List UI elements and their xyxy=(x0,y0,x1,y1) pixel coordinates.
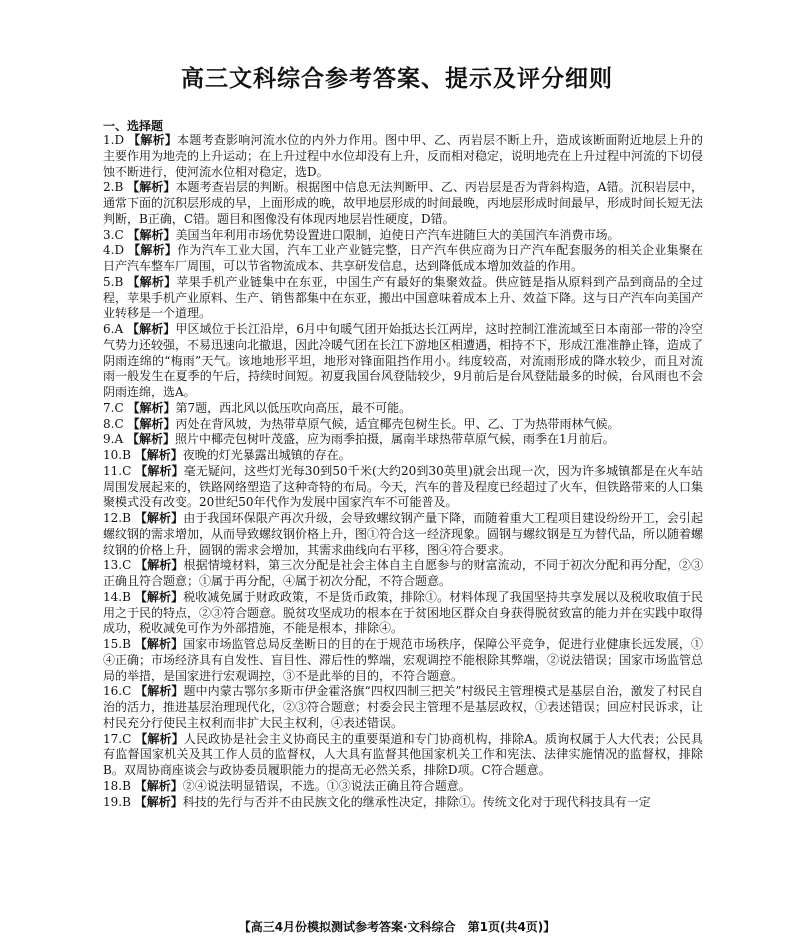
item-answer: C xyxy=(122,684,132,699)
analysis-tag: 【解析】 xyxy=(134,794,183,809)
analysis-tag: 【解析】 xyxy=(135,558,184,573)
item-explanation: 第7题，西北风以低压吹向高压，最不可能。 xyxy=(175,400,412,415)
item-explanation: 作为汽车工业大国，汽车工业产业链完整，日产汽车供应商为日产汽车配套服务的相关企业集聚在日产汽车整车厂周围，可以节省物流成本、共享研发信息，达到降低成本增加效益的作用。 xyxy=(103,243,703,273)
item-answer: D xyxy=(114,133,125,147)
item-number: 1. xyxy=(103,133,115,147)
item-explanation: ②④说法明显错误，不选。①③说法正确且符合题意。 xyxy=(182,778,471,793)
answer-item xyxy=(103,637,703,684)
item-number: 8. xyxy=(103,416,115,431)
answer-item xyxy=(103,558,703,590)
item-number: 6. xyxy=(103,322,115,336)
section-heading: 一、选择题 xyxy=(103,119,164,133)
item-number: 17. xyxy=(103,731,123,746)
analysis-tag: 【解析】 xyxy=(127,274,177,289)
item-answer: B xyxy=(114,180,124,195)
item-answer: B xyxy=(122,589,131,604)
analysis-tag: 【解析】 xyxy=(135,684,184,699)
item-explanation: 丙处在背风坡，为热带草原气候，适宜椰壳包树生长。甲、乙、丁为热带雨林气候。 xyxy=(175,416,620,431)
analysis-tag: 【解析】 xyxy=(134,589,184,604)
item-answer: A xyxy=(114,322,124,336)
item-explanation: 甲区域位于长江沿岸，6月中旬暖气团开始抵达长江两岸，这时控制江淮流域至日本南部一带的冷空气势力还较强，不易迅速向北撤退，因此冷暖气团在长江下游地区相遭遇，相持不下，形成江淮准静止锋，造成了阴雨连绵的“梅雨”天气。该地地形平坦，地形对锋面阻挡作用小。纬度较高，对流雨形成的降水较少，而且对流雨一般发生在夏季的午后，持续时间短。初夏我国台风登陆较少，9月前后是台风登陆最多的时候，台风雨也不会阴雨连绵，选A。 xyxy=(103,322,704,399)
analysis-tag: 【解析】 xyxy=(126,432,175,447)
analysis-tag: 【解析】 xyxy=(127,416,176,431)
item-explanation: 本题考查岩层的判断。根据图中信息无法判断甲、乙、丙岩层是否为背斜构造，A错。沉积岩层中，通常下面的沉积层形成的早，上面形成的晚，故甲地层形成的时间最晚，丙地层形成时间最早，形成时间长短无法判断，B正确，C错。题目和图像没有体现丙地层岩性硬度，D错。 xyxy=(103,180,704,226)
item-number: 10. xyxy=(103,448,123,462)
item-answer: C xyxy=(122,463,132,478)
item-explanation: 题中内蒙古鄂尔多斯市伊金霍洛旗“四权四制三把关”村级民主管理模式是基层自治，激发了村民自治的活力，推进基层治理现代化，②③符合题意；村委会民主管理不是基层政权，①表述错误；回应村民诉求，让村民充分行使民主权利而非扩大民主权利，④表述错误。 xyxy=(103,684,704,730)
item-explanation: 夜晚的灯光暴露出城镇的存在。 xyxy=(182,448,351,462)
answer-item xyxy=(103,432,703,448)
item-number: 4. xyxy=(103,243,115,258)
page-title: 高三文科综合参考答案、提示及评分细则 xyxy=(181,66,613,92)
item-answer: C xyxy=(114,400,124,415)
item-explanation: 毫无疑问，这些灯光每30到50千米(大约20到30英里)就会出现一次，因为许多城镇都是在火车站周围发展起来的，铁路网络塑造了这种奇特的布局。今天，汽车的普及程度已经超过了火车，但铁路带来的人口集聚模式没有改变。20世纪50年代作为发展中国家汽车不可能普及。 xyxy=(103,463,704,510)
item-number: 19. xyxy=(103,794,123,809)
item-explanation: 税收减免属于财政政策，不是货币政策，排除①。材料体现了我国坚持共享发展以及税收取值于民用之于民的特点，②③符合题意。脱贫攻坚成功的根本在于贫困地区群众自身获得脱贫致富的能力并在实践中取得成功，税收减免可作为外部措施，不能是根本，排除④。 xyxy=(103,589,704,636)
answer-item xyxy=(103,133,703,180)
item-explanation: 照片中椰壳包树叶茂盛，应为雨季拍摄，属南半球热带草原气候，雨季在1月前后。 xyxy=(174,432,615,447)
answer-item xyxy=(103,243,703,275)
item-answer: B xyxy=(122,778,131,793)
item-answer: C xyxy=(122,731,132,746)
analysis-tag: 【解析】 xyxy=(134,448,183,462)
item-explanation: 科技的先行与否并不由民族文化的继承性决定，排除①。传统文化对于现代科技具有一定 xyxy=(182,794,651,809)
item-number: 12. xyxy=(103,511,123,525)
item-explanation: 根据情境材料，第三次分配是社会主体自主自愿参与的财富流动，不同于初次分配和再分配，②③正确且符合题意；①属于再分配，④属于初次分配，不符合题意。 xyxy=(103,558,703,588)
analysis-tag: 【解析】 xyxy=(128,243,178,258)
item-explanation: 本题考查影响河流水位的内外力作用。图中甲、乙、丙岩层不断上升，造成该断面附近地层上升的主要作用为地壳的上升运动；在上升过程中水位却没有上升，反而相对稳定，说明地壳在上升过程中河流的下切侵蚀不断进行，使河流水位相对稳定，选D。 xyxy=(103,133,704,179)
answer-item xyxy=(103,590,703,637)
analysis-tag: 【解析】 xyxy=(135,731,184,746)
answer-item xyxy=(103,511,703,558)
item-number: 18. xyxy=(103,778,123,793)
analysis-tag: 【解析】 xyxy=(134,778,183,793)
item-number: 9. xyxy=(103,432,115,447)
answer-list xyxy=(103,133,703,810)
analysis-tag: 【解析】 xyxy=(127,180,176,195)
answer-item xyxy=(103,180,703,227)
item-answer: B xyxy=(122,511,131,525)
item-explanation: 人民政协是社会主义协商民主的重要渠道和专门协商机构，排除A。质询权属于人大代表；公民具有监督国家机关及其工作人员的监督权，人大具有监督其他国家机关工作和宪法、法律实施情况的监督权，排除B。双周协商座谈会与政协委员履职能力的提高无必然关系，排除D项。C符合题意。 xyxy=(103,731,703,777)
answer-item xyxy=(103,401,703,417)
answer-item xyxy=(103,464,703,511)
answer-item xyxy=(103,684,703,731)
item-number: 13. xyxy=(103,558,123,573)
item-explanation: 苹果手机产业链集中在东亚，中国生产有最好的集聚效益。供应链是指从原料到产品到商品的全过程，苹果手机产业原料、生产、销售都集中在东亚，搬出中国意味着成本上升、效益下降。这与日产汽车向美国产业转移是一个道理。 xyxy=(103,274,704,321)
answer-item xyxy=(103,228,703,244)
item-number: 15. xyxy=(103,637,123,651)
answer-item xyxy=(103,732,703,779)
item-explanation: 美国当年利用市场优势设置进口限制，迫使日产汽车进随巨大的美国汽车消费市场。 xyxy=(175,227,620,242)
analysis-tag: 【解析】 xyxy=(127,227,176,242)
item-number: 2. xyxy=(103,180,115,195)
answer-item xyxy=(103,448,703,464)
answer-item xyxy=(103,275,703,322)
answer-item xyxy=(103,322,703,401)
item-answer: A xyxy=(114,432,124,447)
item-explanation: 由于我国环保限产再次升级，会导致螺纹钢产量下降，而随着重大工程项目建设纷纷开工，会引起螺纹钢的需求增加，从而导致螺纹钢价格上升，图①符合这一经济现象。圆钢与螺纹钢是互为替代品，所以随着螺纹钢的价格上升，圆钢的需求会增加，其需求曲线向右平移，图④符合要求。 xyxy=(103,511,704,557)
item-answer: C xyxy=(114,227,124,242)
page-footer: 【高三4月份模拟测试参考答案·文科综合 第1页(共4页)】 xyxy=(238,920,556,934)
item-number: 11. xyxy=(103,463,123,478)
analysis-tag: 【解析】 xyxy=(128,133,178,147)
item-number: 7. xyxy=(103,400,115,415)
item-number: 5. xyxy=(103,274,115,289)
item-answer: B xyxy=(122,794,131,809)
answer-item xyxy=(103,779,703,795)
item-answer: C xyxy=(122,558,132,573)
item-answer: B xyxy=(122,637,131,651)
analysis-tag: 【解析】 xyxy=(127,400,176,415)
item-answer: B xyxy=(114,274,124,289)
item-number: 14. xyxy=(103,589,123,604)
analysis-tag: 【解析】 xyxy=(127,322,176,336)
analysis-tag: 【解析】 xyxy=(134,637,184,651)
analysis-tag: 【解析】 xyxy=(135,463,184,478)
answer-item xyxy=(103,795,703,811)
item-answer: C xyxy=(114,416,124,431)
item-number: 3. xyxy=(103,227,115,242)
answer-item xyxy=(103,417,703,433)
item-number: 16. xyxy=(103,684,123,699)
item-explanation: 国家市场监管总局反垄断日的目的在于规范市场秩序，保障公平竞争，促进行业健康长远发展，①④正确；市场经济具有自发性、盲目性、滞后性的弊端，宏观调控不能根除其弊端，②说法错误；国家市场监管总局的举措，是国家进行宏观调控，③不是此举的目的，不符合题意。 xyxy=(103,637,704,683)
item-answer: B xyxy=(122,448,131,462)
item-answer: D xyxy=(114,243,125,258)
analysis-tag: 【解析】 xyxy=(134,511,184,525)
